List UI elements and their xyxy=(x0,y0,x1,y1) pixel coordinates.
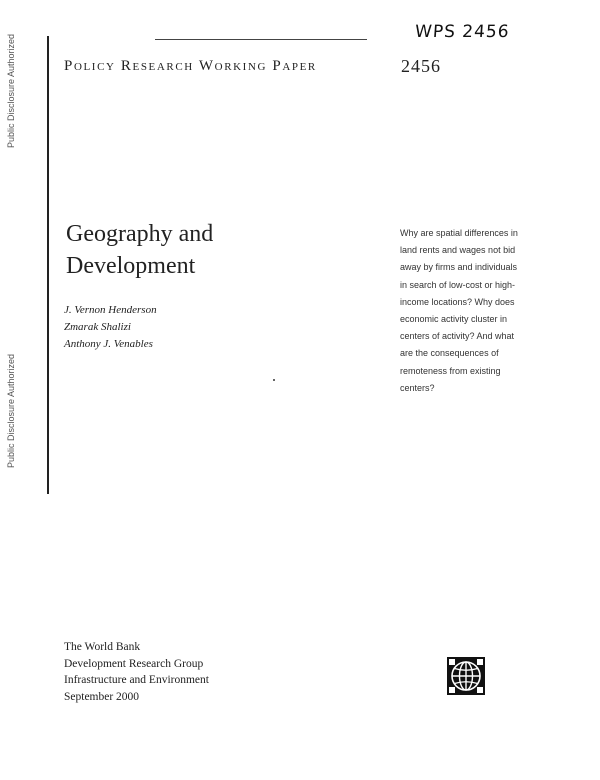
author-name: J. Vernon Henderson xyxy=(64,304,157,316)
publisher-block xyxy=(64,639,209,705)
abstract-line: remoteness from existing xyxy=(400,365,501,376)
left-vertical-rule xyxy=(47,36,49,494)
publisher-line: Infrastructure and Environment xyxy=(64,674,209,686)
publisher-line: September 2000 xyxy=(64,690,140,703)
author-name: Zmarak Shalizi xyxy=(64,321,131,333)
abstract-line: centers? xyxy=(400,382,435,393)
paper-title xyxy=(66,218,213,282)
side-disclosure-label-bottom: Public Disclosure Authorized xyxy=(6,353,16,468)
top-horizontal-rule xyxy=(155,39,367,40)
title-line: Development xyxy=(66,253,196,279)
abstract-line: are the consequences of xyxy=(400,348,499,359)
abstract-line: away by firms and individuals xyxy=(400,262,518,273)
side-disclosure-label-top: Public Disclosure Authorized xyxy=(6,33,16,148)
paper-number: 2456 xyxy=(401,56,441,76)
abstract-line: in search of low-cost or high- xyxy=(400,279,516,290)
scan-speck xyxy=(273,379,275,381)
world-bank-globe-icon xyxy=(447,657,485,695)
abstract-summary xyxy=(400,225,535,397)
abstract-line: land rents and wages not bid xyxy=(400,245,516,256)
publisher-line: The World Bank xyxy=(64,641,141,653)
abstract-line: economic activity cluster in xyxy=(400,314,508,325)
author-name: Anthony J. Venables xyxy=(64,338,153,350)
series-title: Policy Research Working Paper xyxy=(64,58,317,74)
publisher-line: Development Research Group xyxy=(64,657,204,670)
title-line: Geography and xyxy=(66,221,214,247)
author-list xyxy=(64,302,157,353)
abstract-line: income locations? Why does xyxy=(400,296,515,307)
handwritten-reference: WPS 2456 xyxy=(414,22,511,42)
abstract-line: centers of activity? And what xyxy=(400,331,515,342)
abstract-line: Why are spatial differences in xyxy=(400,228,518,238)
